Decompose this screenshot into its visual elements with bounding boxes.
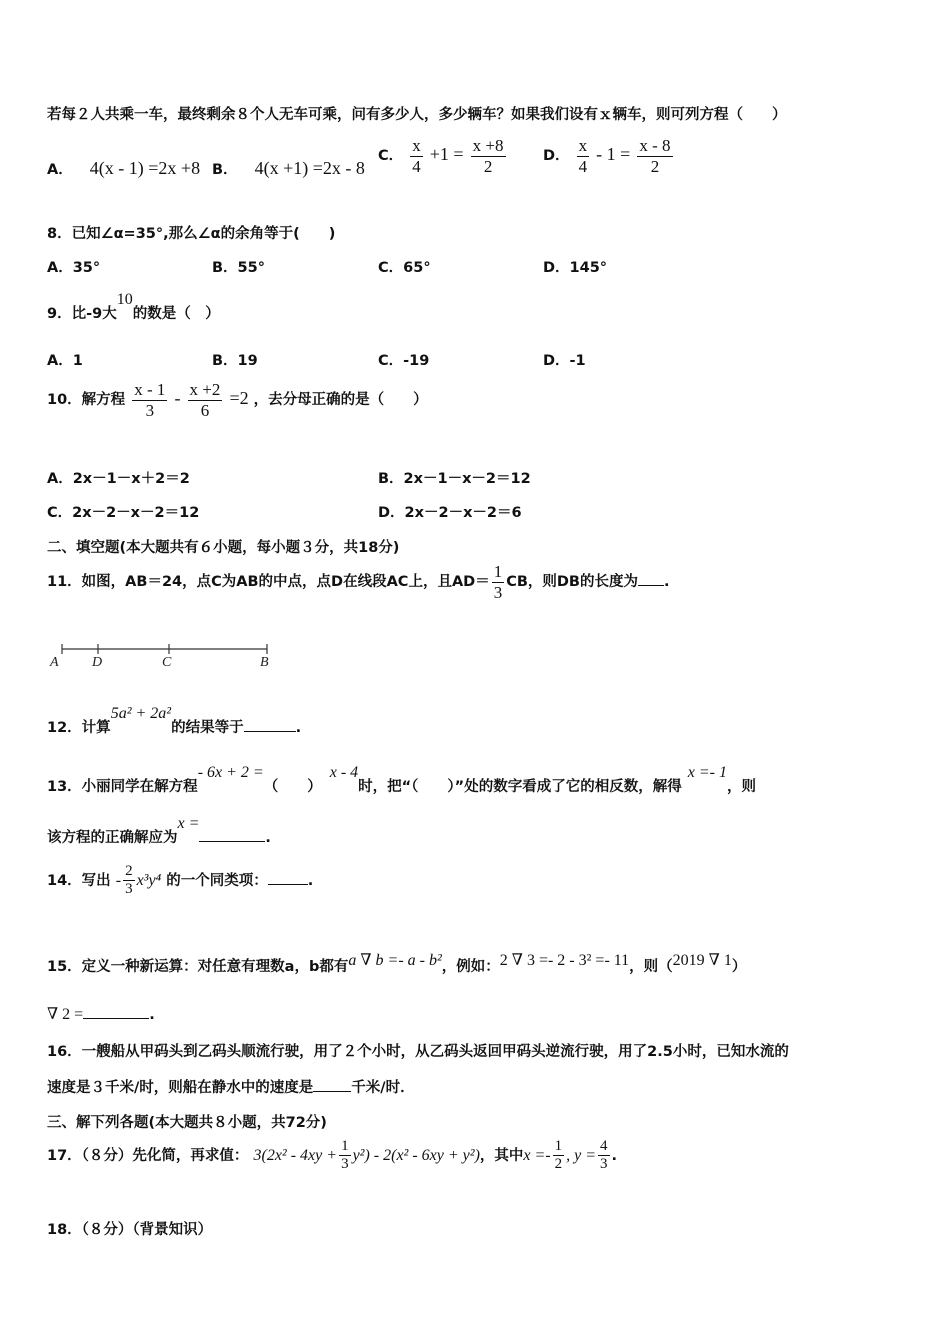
q7-option-d [543, 136, 675, 176]
q16-line2-pre: 速度是３千米/时，则船在静水中的速度是 [47, 1080, 314, 1096]
q7-c-rhs-fraction: $\frac{x +8}{2}$ [472, 136, 504, 176]
q13-end: ，则 [726, 779, 756, 795]
q16-line-1: 16．一艘船从甲码头到乙码头顺流行驶，用了２个小时，从乙码头返回甲码头逆流行驶，用了2.5小时，已知水流的 [47, 1044, 789, 1060]
q11-answer-blank [638, 585, 664, 586]
q9-stem [47, 291, 220, 323]
q8-option-d: D．145° [543, 260, 608, 276]
q10-option-c: C．2x－2－x－2＝12 [47, 505, 200, 521]
q9-option-c: C．-19 [378, 353, 430, 369]
q10-minus: - [174, 388, 181, 409]
q11-end: . [663, 574, 670, 591]
q12-end: . [295, 720, 302, 736]
q13-paren: （ ） [263, 779, 322, 795]
q10-option-d: D．2x－2－x－2＝6 [378, 505, 522, 521]
q8-option-b: B．55° [212, 260, 265, 276]
q13-variable: x = [177, 815, 200, 832]
q9-option-a: A．1 [47, 353, 83, 369]
q16-line-2 [47, 1076, 415, 1097]
q7-d-operator: - 1 = [596, 144, 631, 165]
q9-power: 10 [116, 291, 133, 308]
q15-stem-post: ，则（ [629, 959, 673, 975]
q10-option-b: B．2x－1－x－2＝12 [378, 471, 531, 487]
q14-monomial: x³y⁴ [136, 871, 162, 889]
q17-y-fraction: $\frac{4}{3}$ [600, 1138, 608, 1173]
q11-stem-post: CB，则DB的长度为 [506, 574, 638, 591]
q7-option-d-label: D． [543, 148, 570, 165]
q16-line2-post: 千米/时． [351, 1080, 415, 1096]
q7-stem: 若每２人共乘一车，最终剩余８个人无车可乘，问有多少人，多少辆车？如果我们设有ｘ辆车，则可列方程（ ） [47, 107, 787, 123]
q12-stem-pre: 12．计算 [47, 720, 111, 736]
q8-stem: 8．已知∠α=35°,那么∠α的余角等于( ) [47, 226, 336, 242]
q8-option-a: A．35° [47, 260, 101, 276]
q15-definition: a ∇ b =- a - b² [348, 952, 442, 969]
q7-option-c-label: C． [378, 148, 404, 165]
q15-line-2 [47, 1004, 155, 1024]
point-label-d: D [92, 655, 103, 670]
q7-option-a-label: A． [47, 162, 73, 178]
q15-expression: 2019 ∇ 1 [672, 952, 732, 969]
q17-expression-b: y²) - 2(x² - 6xy + y²) [352, 1146, 480, 1164]
q7-option-b-label: B． [212, 162, 238, 178]
q7-option-b-equation: 4(x +1) =2x - 8 [254, 158, 365, 178]
q14-sign: - [115, 871, 122, 889]
q11-fraction: $\frac{1}{3}$ [493, 562, 503, 602]
q13-stem-pre: 13．小丽同学在解方程 [47, 779, 198, 795]
q14-coefficient: $\frac{2}{3}$ [125, 863, 133, 898]
q7-d-rhs-fraction: $\frac{x - 8}{2}$ [639, 136, 671, 176]
q15-example: 2 ∇ 3 =- 2 - 3² =- 11 [499, 952, 630, 969]
q17-x-value: x =- [523, 1146, 551, 1164]
q7-option-a [47, 158, 200, 179]
q13-stem-mid: 时，把“（ ）”处的数字看成了它的相反数，解得 [358, 779, 682, 795]
q15-stem-pre: 15．定义一种新运算：对任意有理数a，b都有 [47, 959, 349, 975]
q12-stem [47, 705, 302, 737]
q11-stem [47, 562, 670, 602]
q9-stem-post: 的数是（ ） [132, 306, 220, 322]
q7-c-operator: +1 = [429, 144, 464, 165]
q7-d-lhs-fraction: $\frac{x}{4}$ [578, 136, 588, 176]
q7-option-b [212, 158, 365, 179]
q14-stem [47, 863, 313, 899]
q18-stem: 18．（８分）（背景知识） [47, 1222, 213, 1238]
point-label-b: B [260, 655, 269, 670]
q13-expression-right: x - 4 [329, 764, 359, 781]
q10-option-a: A．2x－1－x＋2＝2 [47, 471, 190, 487]
q8-option-c: C．65° [378, 260, 431, 276]
q10-rhs: =2 [229, 388, 249, 409]
q13-solution: x =- 1 [687, 764, 727, 781]
q7-option-a-equation: 4(x - 1) =2x +8 [89, 158, 201, 178]
q10-stem-pre: 10．解方程 [47, 392, 126, 409]
q13-line-2 [47, 815, 271, 847]
q13-line2-end: . [265, 830, 271, 846]
q7-option-c [378, 136, 508, 176]
q13-line2-pre: 该方程的正确解应为 [47, 830, 178, 846]
q15-stem [47, 952, 747, 976]
q12-expression: 5a² + 2a² [110, 705, 172, 722]
q17-y-value: , y = [566, 1146, 597, 1164]
q13-answer-blank [199, 841, 265, 842]
q17-end: . [611, 1147, 618, 1164]
q17-stem [47, 1138, 617, 1174]
q9-stem-pre: 9．比-9大 [47, 306, 117, 322]
q11-segment-diagram [45, 640, 280, 672]
point-label-a: A [50, 655, 59, 670]
q14-stem-post: 的一个同类项： [166, 872, 268, 889]
point-label-c: C [162, 655, 172, 670]
section-3-heading: 三、解下列各题(本大题共８小题，共72分) [47, 1115, 327, 1131]
q17-expression-a: 3(2x² - 4xy + [253, 1146, 338, 1164]
q10-fraction-1: $\frac{x - 1}{3}$ [134, 380, 166, 420]
q15-answer-blank [83, 1018, 149, 1019]
q17-stem-pre: 17．（８分）先化简，再求值： [47, 1147, 249, 1164]
q15-stem-mid: ，例如： [441, 959, 500, 975]
q14-answer-blank [268, 884, 308, 885]
q12-stem-post: 的结果等于 [171, 720, 244, 736]
q10-fraction-2: $\frac{x +2}{6}$ [189, 380, 221, 420]
q17-fraction: $\frac{1}{3}$ [341, 1138, 349, 1173]
q10-stem [47, 380, 428, 420]
q11-stem-pre: 11．如图，AB＝24，点C为AB的中点，点D在线段AC上，且AD＝ [47, 574, 490, 591]
q15-end: . [149, 1007, 155, 1023]
q17-stem-mid: ，其中 [479, 1147, 524, 1164]
section-2-heading: 二、填空题(本大题共有６小题，每小题３分，共18分) [47, 540, 400, 556]
q9-option-d: D．-1 [543, 353, 586, 369]
q13-expression-left: - 6x + 2 = [197, 764, 264, 781]
q15-close: ） [731, 959, 747, 975]
q14-end: . [307, 872, 314, 889]
q14-stem-pre: 14．写出 [47, 872, 111, 889]
q16-answer-blank [313, 1091, 351, 1092]
q13-stem [47, 764, 756, 796]
q12-answer-blank [244, 731, 296, 732]
q7-c-lhs-fraction: $\frac{x}{4}$ [412, 136, 421, 176]
q17-x-fraction: $\frac{1}{2}$ [554, 1138, 563, 1173]
q9-option-b: B．19 [212, 353, 258, 369]
q10-stem-post: ，去分母正确的是（ ） [253, 392, 428, 409]
q15-line2-expression: ∇ 2 = [47, 1006, 84, 1023]
